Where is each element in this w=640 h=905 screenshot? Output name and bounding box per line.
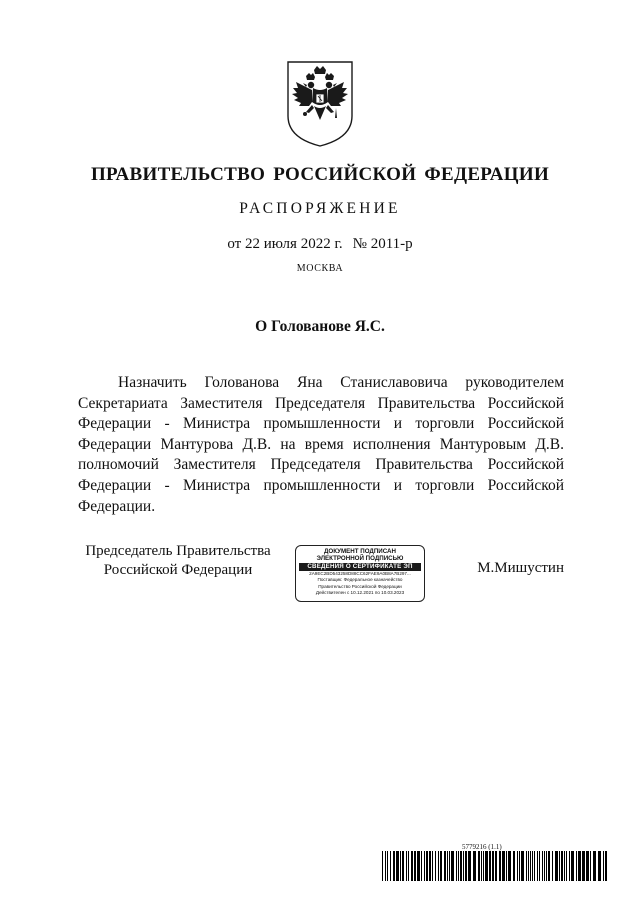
barcode-bar <box>593 851 596 881</box>
barcode-bar <box>590 851 591 881</box>
stamp-heading-2: ЭЛЕКТРОННОЙ ПОДПИСЬЮ <box>316 555 404 562</box>
document-number: № 2011-р <box>352 236 413 252</box>
barcode-bar <box>432 851 433 881</box>
barcode-bar <box>569 851 570 881</box>
barcode-bar <box>576 851 577 881</box>
barcode-bar <box>440 851 442 881</box>
barcode-bar <box>532 851 533 881</box>
barcode-bar <box>513 851 515 881</box>
barcode-bar <box>411 851 413 881</box>
barcode-bar <box>502 851 505 881</box>
barcode-bar <box>564 851 565 881</box>
barcode-bar <box>546 851 547 881</box>
barcode-bar <box>537 851 538 881</box>
barcode-bar <box>451 851 454 881</box>
barcode-bar <box>544 851 545 881</box>
barcode-bar <box>539 851 540 881</box>
barcode-bar <box>499 851 501 881</box>
stamp-banner: СВЕДЕНИЯ О СЕРТИФИКАТЕ ЭП <box>299 563 421 571</box>
barcode-bar <box>555 851 558 881</box>
barcode-bar <box>408 851 409 881</box>
document-body: Назначить Голованова Яна Станиславовича руководителем Секретариата Заместителя Председателя Правительства Российской Федерации - Министра промышленности и торговли Российской Федерации Мантурова Д.В. на время исполнения Мантуровым Д.В. полномочий Заместителя Председателя Правительства Российской Федерации - Министра промышленности и торговли Российской Федерации. <box>78 374 564 515</box>
barcode-bar <box>517 851 518 881</box>
barcode-bar <box>393 851 395 881</box>
barcode-bar <box>426 851 428 881</box>
barcode-bar <box>526 851 527 881</box>
barcode-bar <box>582 851 585 881</box>
document-subject: О Голованове Я.С. <box>255 318 385 335</box>
barcode-bar <box>429 851 431 881</box>
barcode-bar <box>382 851 383 881</box>
barcode-bar <box>444 851 446 881</box>
barcode-bar <box>566 851 567 881</box>
barcode-bar <box>478 851 480 881</box>
barcode-bar <box>417 851 420 881</box>
barcode-bar <box>506 851 507 881</box>
barcode-bar <box>473 851 476 881</box>
government-title: ПРАВИТЕЛЬСТВО РОССИЙСКОЙ ФЕДЕРАЦИИ <box>90 164 550 185</box>
electronic-signature-stamp <box>295 545 425 602</box>
barcode-bar <box>465 851 467 881</box>
registration-number: 5779216 (1.1) <box>462 843 502 851</box>
barcode-bar <box>605 851 607 881</box>
barcode-bar <box>508 851 511 881</box>
barcode-bar <box>552 851 553 881</box>
signer-role <box>78 542 278 579</box>
signer-name: М.Мишустин <box>477 560 564 576</box>
barcode-bar <box>586 851 589 881</box>
barcode-bar <box>561 851 563 881</box>
barcode-bar <box>402 851 404 881</box>
barcode-bar <box>456 851 457 881</box>
barcode-bar <box>406 851 407 881</box>
barcode-bar <box>400 851 401 881</box>
signer-role-line-2: Российской Федерации <box>103 561 253 578</box>
barcode-bar <box>387 851 388 881</box>
barcode-bar <box>542 851 543 881</box>
barcode-bar <box>390 851 391 881</box>
barcode-bar <box>483 851 484 881</box>
barcode-bar <box>603 851 604 881</box>
barcode-bar <box>492 851 494 881</box>
stamp-heading-1: ДОКУМЕНТ ПОДПИСАН <box>324 548 396 555</box>
barcode-bar <box>578 851 581 881</box>
document-date-number <box>0 236 640 253</box>
barcode-bar <box>519 851 520 881</box>
barcode-bar <box>495 851 497 881</box>
barcode-bar <box>530 851 531 881</box>
barcode-bar <box>463 851 464 881</box>
barcode-bar <box>534 851 535 881</box>
barcode-bar <box>460 851 462 881</box>
stamp-issuer-1: Поставщик: Федеральное казначейство <box>317 577 403 583</box>
barcode-bar <box>521 851 524 881</box>
barcode-bar <box>385 851 386 881</box>
barcode-bar <box>438 851 439 881</box>
document-type: РАСПОРЯЖЕНИЕ <box>239 200 401 217</box>
barcode-bar <box>424 851 425 881</box>
barcode-bar <box>548 851 550 881</box>
barcode-bar <box>414 851 416 881</box>
barcode-bar <box>468 851 471 881</box>
barcode-icon <box>382 851 608 881</box>
barcode-bar <box>449 851 450 881</box>
barcode-bar <box>598 851 601 881</box>
barcode-bar <box>481 851 482 881</box>
barcode-bar <box>435 851 436 881</box>
coat-of-arms-icon <box>276 58 364 150</box>
document-city: МОСКВА <box>296 263 344 274</box>
stamp-issuer-2: Правительство Российской Федерации <box>318 583 402 589</box>
barcode-bar <box>571 851 574 881</box>
signer-role-line-1: Председатель Правительства <box>85 543 271 559</box>
stamp-validity: Действителен с 10.12.2021 по 10.03.2023 <box>315 590 405 596</box>
barcode-bar <box>489 851 491 881</box>
barcode-bar <box>421 851 422 881</box>
barcode-bar <box>559 851 560 881</box>
barcode-bar <box>528 851 529 881</box>
barcode-bar <box>485 851 488 881</box>
document-date: от 22 июля 2022 г. <box>227 236 343 252</box>
barcode-bar <box>396 851 399 881</box>
stamp-serial: 2A9EC2BD543258D88CC62FAE9A0B8A7B297... <box>309 571 411 576</box>
barcode-bar <box>447 851 448 881</box>
barcode-bar <box>458 851 459 881</box>
